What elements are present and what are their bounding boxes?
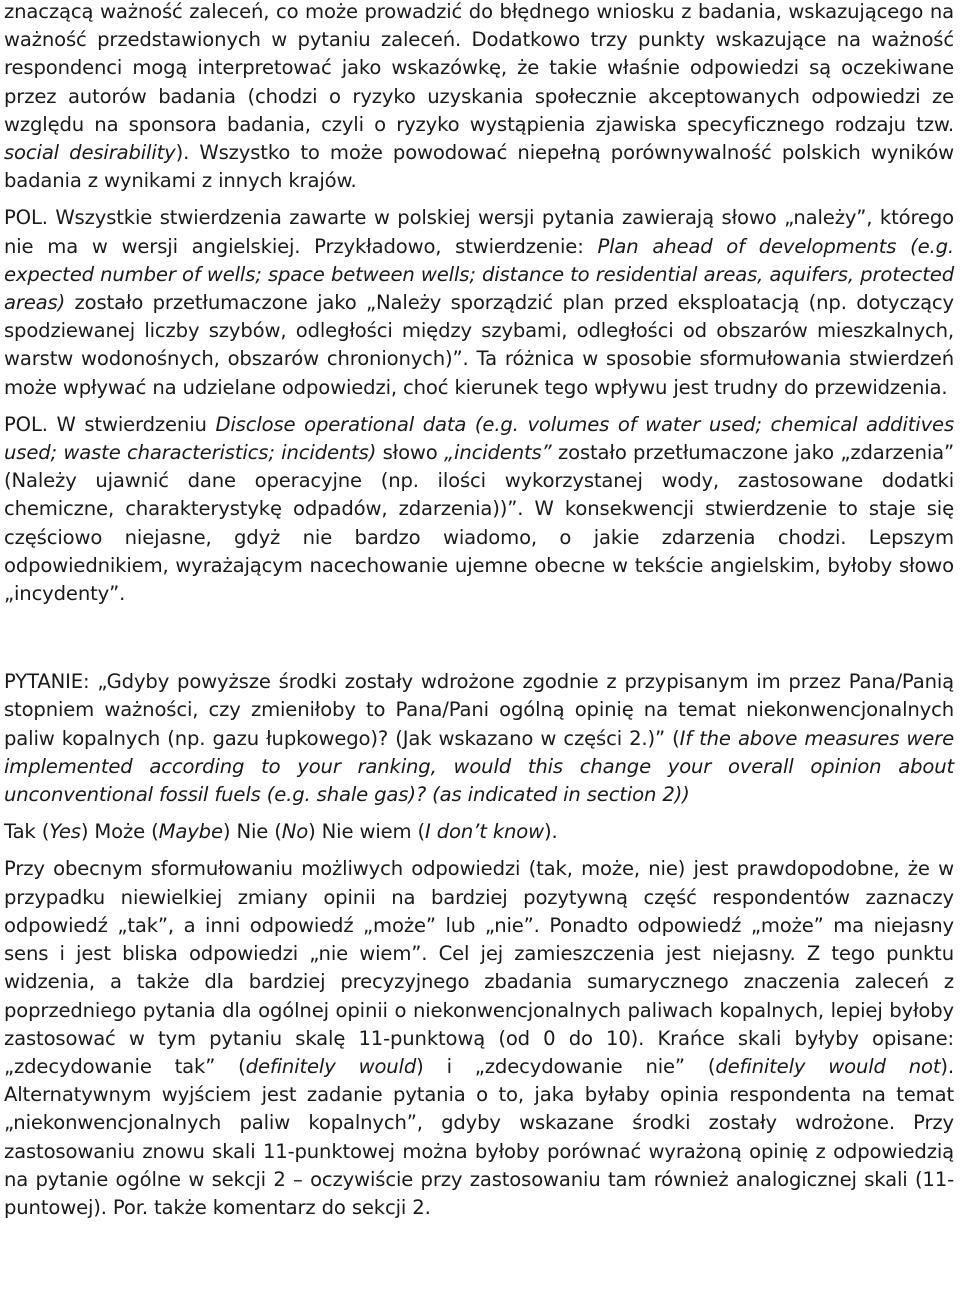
paragraph-commentary — [4, 855, 954, 1222]
text-segment: ). — [544, 820, 558, 844]
text-segment: ) Może ( — [80, 820, 159, 844]
italic-option: I don’t know — [425, 820, 545, 844]
italic-term: definitely would not — [715, 1054, 941, 1078]
paragraph-pol-incidents — [4, 411, 954, 608]
italic-term: definitely would — [245, 1054, 417, 1078]
text-segment: POL. W stwierdzeniu — [4, 412, 216, 436]
text-segment: zostało przetłumaczone jako „zdarzenia” (Należy ujawnić dane operacyjne (np. ilości wykorzystanej wody, zastosowane dodatki chemiczne, charakterystykę odpadów, zdarzenia))”. W konsekwencji stwierdzenie to staje się częściowo niejasne, gdyż nie bardzo wiadomo, o jakie zdarzenia chodzi. Lepszym odpowiednikiem, wyrażającym nacechowanie ujemne obecne w tekście angielskim, byłoby słowo „incydenty”. — [4, 441, 954, 606]
italic-term: social desirability — [4, 141, 176, 165]
text-segment: Tak ( — [4, 820, 50, 844]
italic-option: Yes — [49, 820, 81, 844]
text-segment: ) Nie ( — [222, 820, 282, 844]
text-segment: ) Nie wiem ( — [308, 820, 426, 844]
text-segment: ). Wszystko to może powodować niepełną porównywalność polskich wyników badania z wynikami z innych krajów. — [4, 141, 954, 193]
text-segment: ). Alternatywnym wyjściem jest zadanie pytania o to, jaka byłaby opinia respondenta na temat „niekonwencjonalnych paliw kopalnych”, gdyby wskazane środki zostały wdrożone. Przy zastosowaniu znowu skali 11-punktowej można byłoby porównać wyrażoną opinię z odpowiedzią na pytanie ogólne w sekcji 2 – oczywiście przy zastosowaniu tam również analogicznej skali (11-puntowej). Por. także komentarz do sekcji 2. — [4, 1054, 954, 1219]
text-segment: znaczącą ważność zaleceń, co może prowadzić do błędnego wniosku z badania, wskazującego na ważność przedstawionych w pytaniu zaleceń. Dodatkowo trzy punkty wskazujące na ważność respondenci mogą interpretować jako wskazówkę, że takie właśnie odpowiedzi są oczekiwane przez autorów badania (chodzi o ryzyko uzyskania społecznie akceptowanych odpowiedzi ze względu na sponsora badania, czyli o ryzyko wystąpienia zjawiska specyficznego rodzaju tzw. — [4, 0, 954, 136]
text-segment: słowo — [376, 441, 445, 465]
italic-english-question: If the above measures were implemented according to your ranking, would this change your overall opinion about unconventional fossil fuels (e.g. shale gas)? (as indicated in section 2)) — [4, 726, 954, 807]
paragraph-pol-nalezy — [4, 204, 954, 401]
paragraph-answer-options — [4, 818, 954, 846]
italic-option: Maybe — [158, 820, 223, 844]
italic-option: No — [281, 820, 309, 844]
italic-quote: Disclose operational data (e.g. volumes of water used; chemical additives used; waste characteristics; incidents) — [4, 412, 955, 465]
italic-quote: Plan ahead of developments (e.g. expected number of wells; space between wells; distance to residential areas, aquifers, protected areas) — [4, 234, 954, 315]
text-segment: zostało przetłumaczone jako „Należy sporządzić plan przed eksploatacją (np. dotyczący spodziewanej liczby szybów, odległości między szybami, odległości od obszarów mieszkalnych, warstw wodonośnych, obszarów chronionych)”. Ta różnica w sposobie sformułowania stwierdzeń może wpływać na udzielane odpowiedzi, choć kierunek tego wpływu jest trudny do przewidzenia. — [4, 291, 954, 399]
italic-term: „incidents” — [444, 441, 552, 465]
text-segment: Przy obecnym sformułowaniu możliwych odpowiedzi (tak, może, nie) jest prawdopodobne, że w przypadku niewielkiej zmiany opinii na bardziej pozytywną część respondentów zaznaczy odpowiedź „tak”, a inni odpowiedź „może” lub „nie”. Ponadto odpowiedź „może” ma niejasny sens i jest bliska odpowiedzi „nie wiem”. Cel jej zamieszczenia jest niejasny. Z tego punktu widzenia, a także dla bardziej precyzyjnego zbadania sumarycznego znaczenia zaleceń z poprzedniego pytania dla ogólnej opinii o niekonwencjonalnych paliwach kopalnych, lepiej byłoby zastosować w tym pytaniu skalę 11-punktową (od 0 do 10). Krańce skali byłyby opisane: „zdecydowanie tak” ( — [4, 857, 954, 1078]
paragraph-question — [4, 668, 954, 809]
paragraph-translation-significance — [4, 0, 954, 195]
text-segment: POL. Wszystkie stwierdzenia zawarte w polskiej wersji pytania zawierają słowo „należy”, którego nie ma w wersji angielskiej. Przykładowo, stwierdzenie: — [4, 206, 954, 258]
text-segment: PYTANIE: „Gdyby powyższe środki zostały wdrożone zgodnie z przypisanym im przez Pana/Panią stopniem ważności, czy zmieniłoby to Pana/Pani ogólną opinię na temat niekonwencjonalnych paliw kopalnych (np. gazu łupkowego)? (Jak wskazano w części 2.)” ( — [4, 670, 954, 750]
text-segment: ) i „zdecydowanie nie” ( — [416, 1054, 716, 1078]
